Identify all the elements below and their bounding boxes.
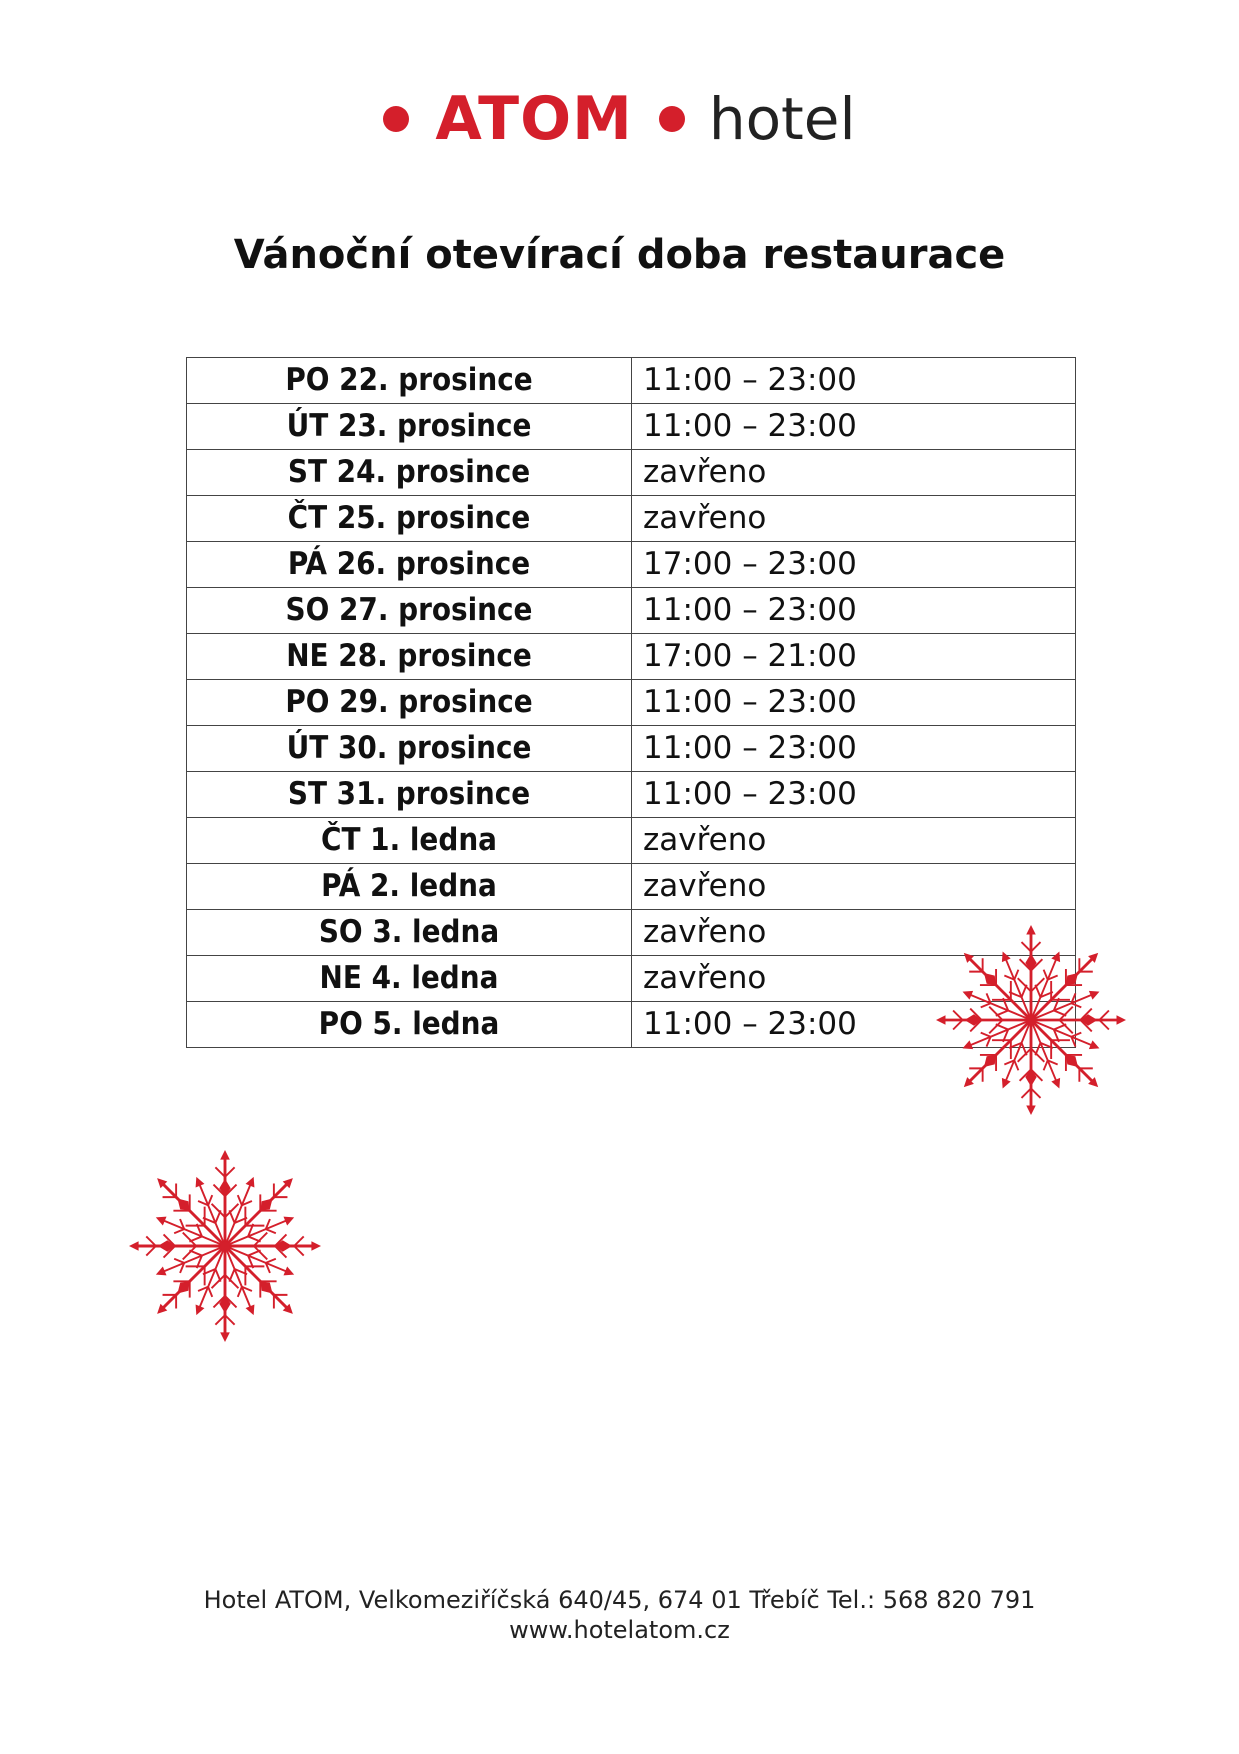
snowflake-icon xyxy=(936,920,1126,1120)
snowflake-icon xyxy=(129,1146,321,1346)
table-row xyxy=(187,864,1076,910)
logo-dot-right xyxy=(659,106,685,132)
day-cell: ÚT 30. prosince xyxy=(187,726,632,772)
table-row xyxy=(187,726,1076,772)
hours-cell: 11:00 – 23:00 xyxy=(632,680,1076,726)
logo-suffix: hotel xyxy=(708,85,856,153)
hours-cell: 11:00 – 23:00 xyxy=(632,358,1076,404)
hours-cell: 11:00 – 23:00 xyxy=(632,1002,1076,1048)
table-row xyxy=(187,680,1076,726)
day-cell: PÁ 26. prosince xyxy=(187,542,632,588)
day-cell: PO 22. prosince xyxy=(187,358,632,404)
day-cell: SO 27. prosince xyxy=(187,588,632,634)
logo-brand: ATOM xyxy=(435,84,633,154)
hotel-logo xyxy=(0,84,1239,154)
hours-cell: zavřeno xyxy=(632,864,1076,910)
day-cell: ST 31. prosince xyxy=(187,772,632,818)
hours-cell: 11:00 – 23:00 xyxy=(632,726,1076,772)
table-row xyxy=(187,818,1076,864)
table-row xyxy=(187,542,1076,588)
hours-cell: 11:00 – 23:00 xyxy=(632,588,1076,634)
footer xyxy=(0,1585,1239,1645)
hours-cell: zavřeno xyxy=(632,450,1076,496)
logo-dot-left xyxy=(383,106,409,132)
day-cell: PO 5. ledna xyxy=(187,1002,632,1048)
day-cell: NE 28. prosince xyxy=(187,634,632,680)
day-cell: ÚT 23. prosince xyxy=(187,404,632,450)
day-cell: ST 24. prosince xyxy=(187,450,632,496)
footer-address: Hotel ATOM, Velkomeziříčská 640/45, 674 01 Třebíč Tel.: 568 820 791 xyxy=(203,1586,1036,1614)
hours-cell: 17:00 – 23:00 xyxy=(632,542,1076,588)
hours-cell: zavřeno xyxy=(632,496,1076,542)
hours-cell: zavřeno xyxy=(632,818,1076,864)
table-row xyxy=(187,772,1076,818)
day-cell: PO 29. prosince xyxy=(187,680,632,726)
table-row xyxy=(187,588,1076,634)
table-row xyxy=(187,404,1076,450)
table-row xyxy=(187,358,1076,404)
hours-cell: 11:00 – 23:00 xyxy=(632,404,1076,450)
table-row xyxy=(187,496,1076,542)
page-title: Vánoční otevírací doba restaurace xyxy=(233,232,1006,278)
hours-cell: 17:00 – 21:00 xyxy=(632,634,1076,680)
day-cell: ČT 1. ledna xyxy=(187,818,632,864)
hours-cell: zavřeno xyxy=(632,956,1076,1002)
day-cell: NE 4. ledna xyxy=(187,956,632,1002)
day-cell: ČT 25. prosince xyxy=(187,496,632,542)
table-row xyxy=(187,450,1076,496)
day-cell: PÁ 2. ledna xyxy=(187,864,632,910)
hours-cell: 11:00 – 23:00 xyxy=(632,772,1076,818)
footer-website: www.hotelatom.cz xyxy=(509,1616,730,1644)
table-row xyxy=(187,634,1076,680)
day-cell: SO 3. ledna xyxy=(187,910,632,956)
hours-cell: zavřeno xyxy=(632,910,1076,956)
